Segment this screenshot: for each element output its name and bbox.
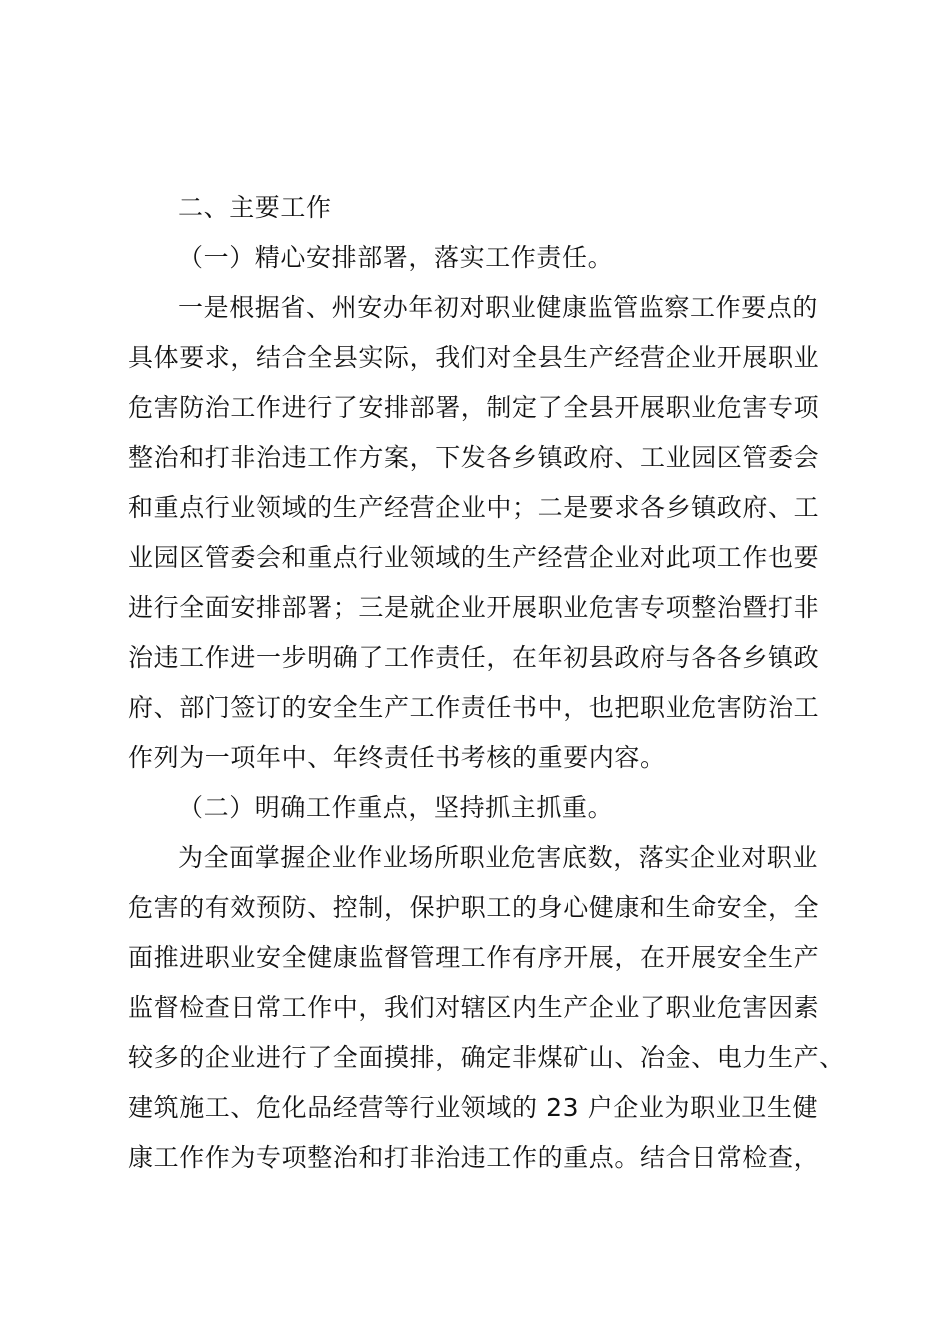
document-body	[128, 183, 845, 1183]
paragraph-line: 危害的有效预防、控制，保护职工的身心健康和生命安全，全	[128, 893, 820, 922]
paragraph-line: 一是根据省、州安办年初对职业健康监管监察工作要点的	[178, 293, 819, 322]
paragraph-line: 作列为一项年中、年终责任书考核的重要内容。	[128, 743, 666, 772]
paragraph-line: 较多的企业进行了全面摸排，确定非煤矿山、冶金、电力生产、	[128, 1043, 845, 1072]
subsection-heading: （一）精心安排部署，落实工作责任。	[178, 243, 614, 272]
paragraph-line: 业园区管委会和重点行业领域的生产经营企业对此项工作也要	[128, 543, 820, 572]
subsection-heading: （二）明确工作重点，坚持抓主抓重。	[178, 793, 614, 822]
paragraph-line: 整治和打非治违工作方案，下发各乡镇政府、工业园区管委会	[128, 443, 820, 472]
paragraph-line: 危害防治工作进行了安排部署，制定了全县开展职业危害专项	[128, 393, 820, 422]
section-heading: 二、主要工作	[178, 193, 332, 222]
paragraph-line: 面推进职业安全健康监督管理工作有序开展，在开展安全生产	[128, 943, 820, 972]
paragraph-line: 进行全面安排部署；三是就企业开展职业危害专项整治暨打非	[128, 593, 820, 622]
paragraph-line: 府、部门签订的安全生产工作责任书中，也把职业危害防治工	[128, 693, 820, 722]
paragraph-line: 监督检查日常工作中，我们对辖区内生产企业了职业危害因素	[128, 993, 820, 1022]
paragraph-line: 为全面掌握企业作业场所职业危害底数，落实企业对职业	[178, 843, 819, 872]
paragraph-line: 治违工作进一步明确了工作责任，在年初县政府与各各乡镇政	[128, 643, 820, 672]
paragraph-line: 康工作作为专项整治和打非治违工作的重点。结合日常检查，	[128, 1143, 820, 1172]
paragraph-line: 和重点行业领域的生产经营企业中；二是要求各乡镇政府、工	[128, 493, 820, 522]
paragraph-line: 具体要求，结合全县实际，我们对全县生产经营企业开展职业	[128, 343, 820, 372]
paragraph-line: 建筑施工、危化品经营等行业领域的 23 户企业为职业卫生健	[128, 1093, 819, 1122]
